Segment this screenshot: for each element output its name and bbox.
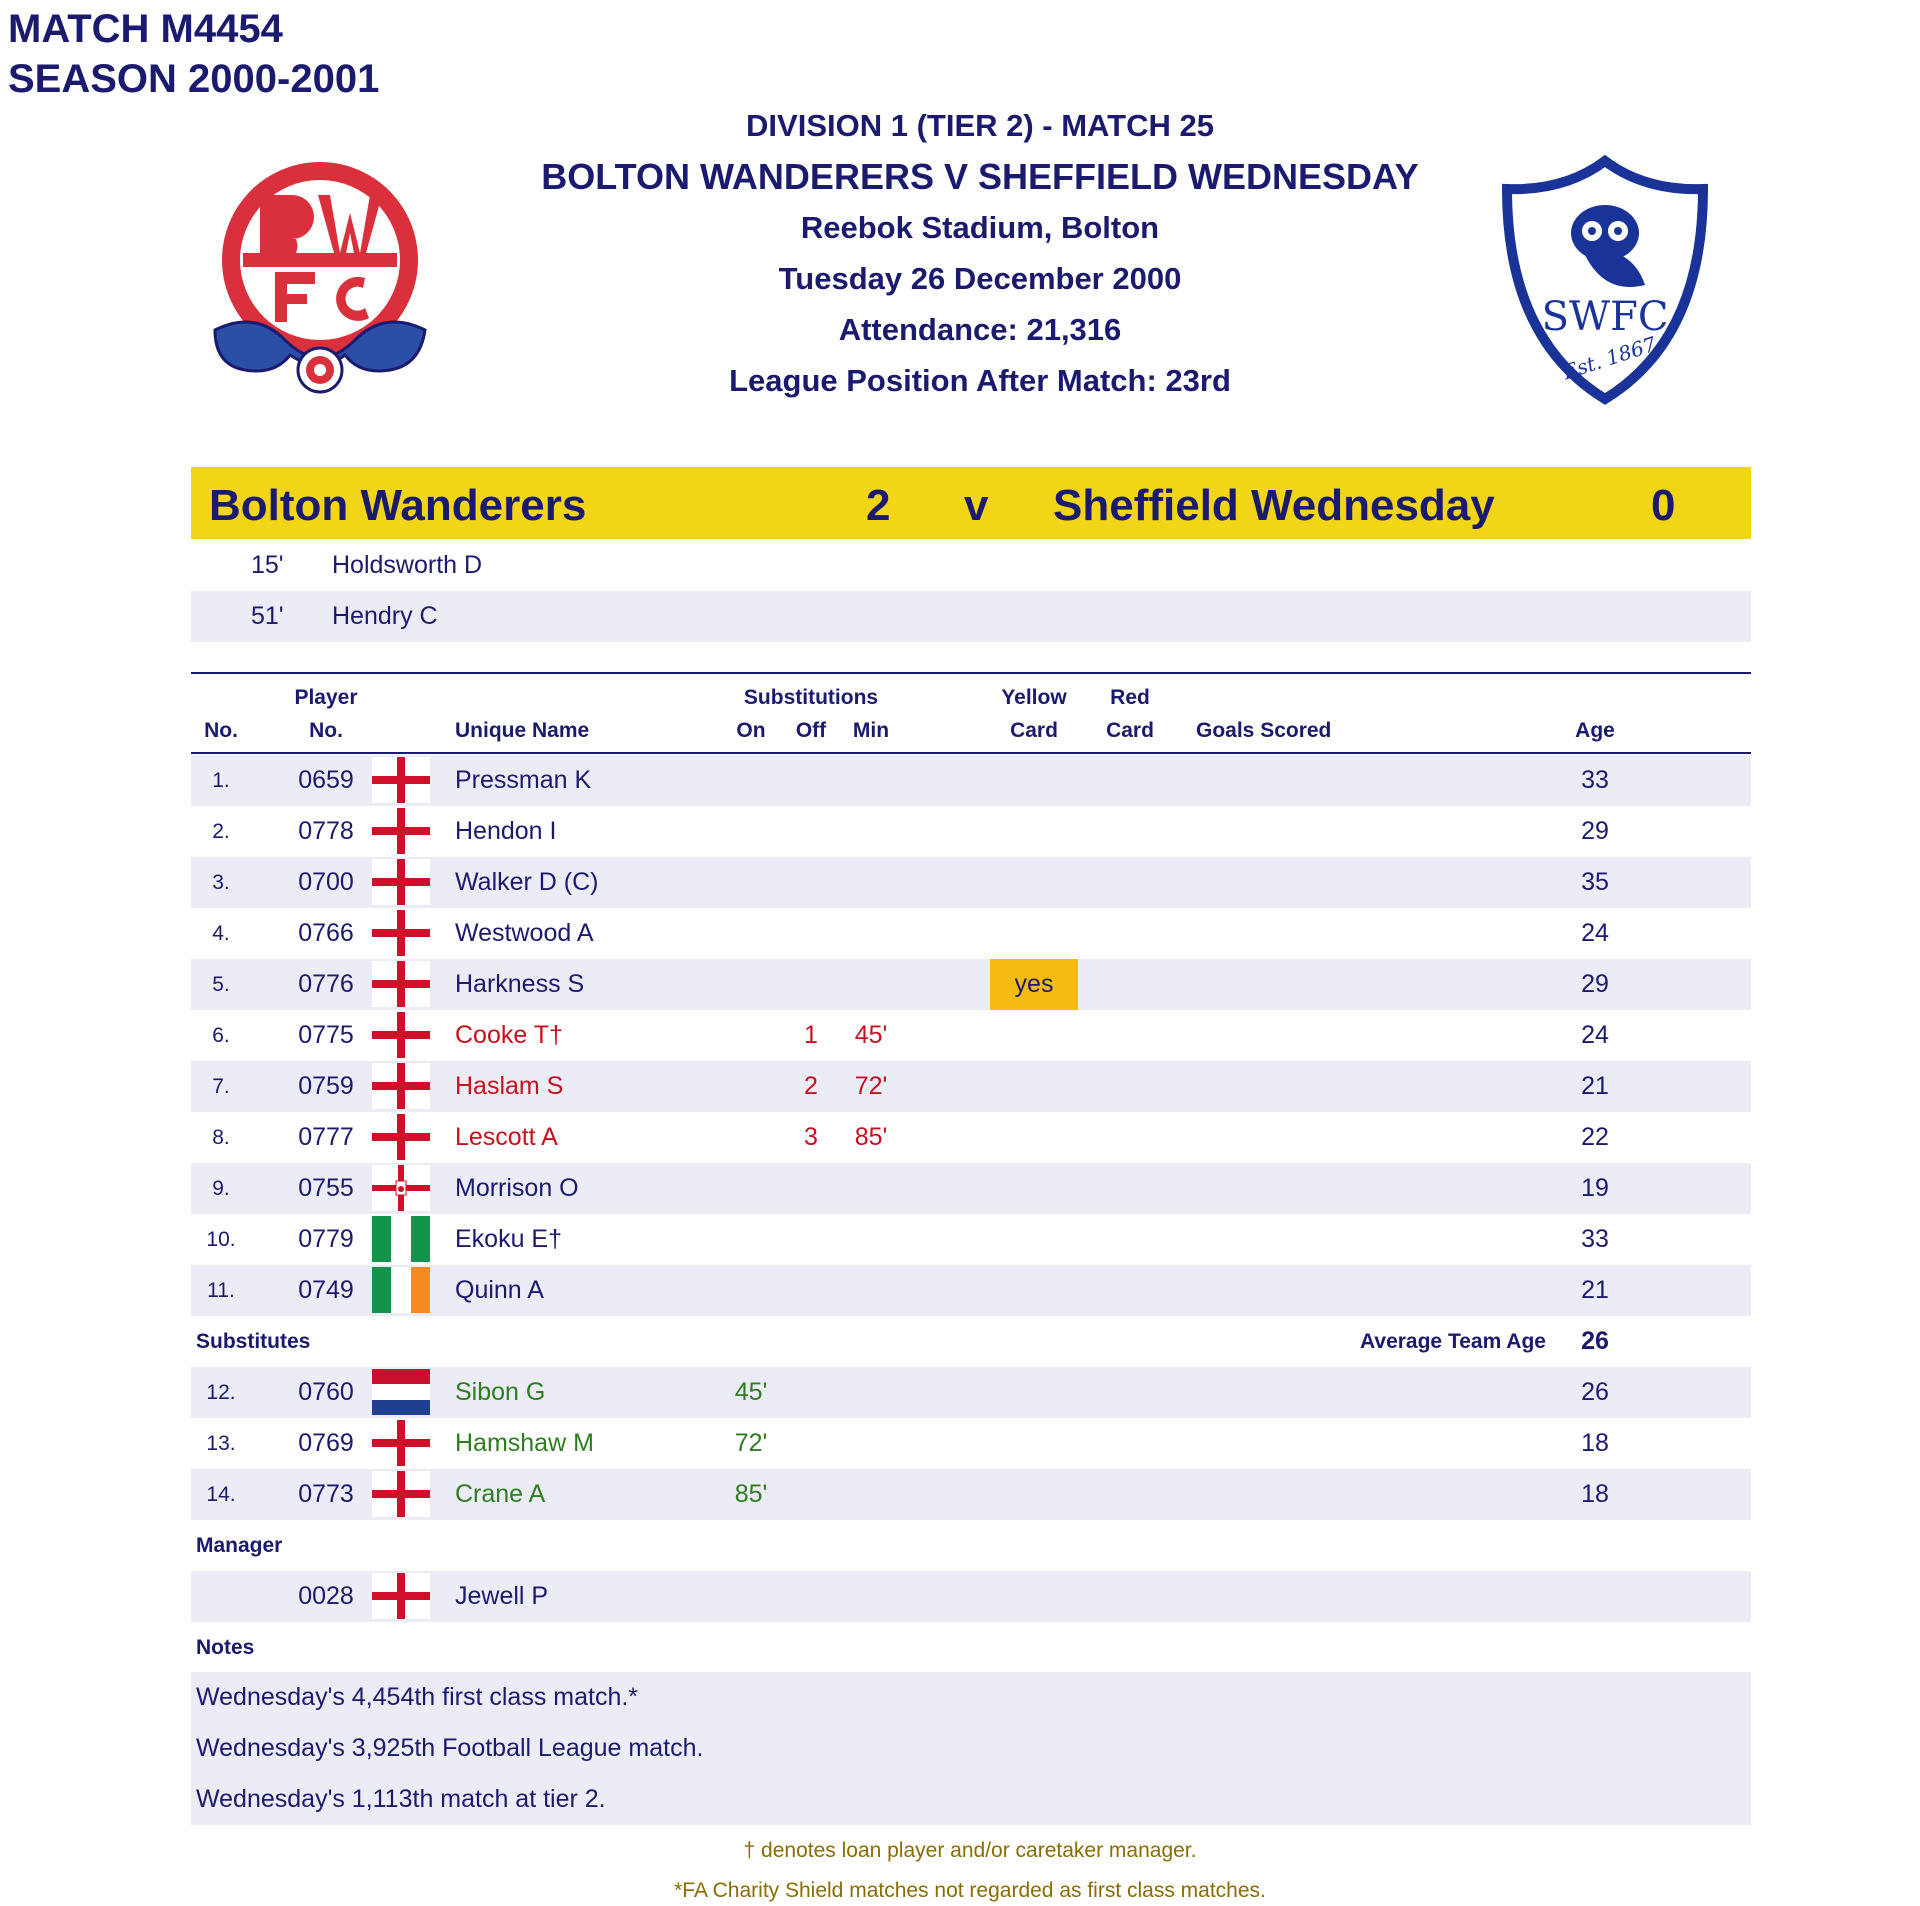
- player-number: 0700: [298, 868, 354, 896]
- player-name: Walker D (C): [455, 868, 599, 896]
- competition-label: DIVISION 1 (TIER 2) - MATCH 25: [746, 108, 1214, 143]
- row-number: 1.: [212, 769, 230, 792]
- versus-label: v: [964, 481, 989, 530]
- table-row: [191, 1010, 1751, 1061]
- player-age: 21: [1581, 1072, 1609, 1100]
- row-number: 14.: [206, 1483, 236, 1506]
- col-no: No.: [204, 719, 238, 742]
- player-age: 33: [1581, 766, 1609, 794]
- manager-row: [191, 1571, 1751, 1622]
- table-row: [191, 1265, 1751, 1316]
- table-row: [191, 1367, 1751, 1418]
- average-age-label: Average Team Age: [1360, 1330, 1546, 1353]
- col-yellow-card: Card: [1010, 719, 1058, 742]
- player-age: 21: [1581, 1276, 1609, 1304]
- player-age: 19: [1581, 1174, 1609, 1202]
- col-yellow: Yellow: [1001, 686, 1067, 709]
- row-number: 12.: [206, 1381, 236, 1404]
- col-age: Age: [1575, 719, 1615, 742]
- sub-off-minute: 72': [854, 1072, 888, 1100]
- sub-off-order: 2: [804, 1072, 818, 1100]
- goal-row: [191, 540, 1751, 591]
- player-name: Cooke T†: [455, 1021, 563, 1049]
- manager-label: Manager: [196, 1534, 283, 1557]
- sub-on-minute: 85': [734, 1480, 768, 1508]
- england-flag-icon: [372, 1063, 430, 1109]
- player-number: 0749: [298, 1276, 354, 1304]
- england-flag-icon: [372, 1471, 430, 1517]
- swfc-crest-est: Est. 1867: [1559, 331, 1659, 385]
- player-name: Westwood A: [455, 919, 594, 947]
- sub-on-minute: 72': [734, 1429, 768, 1457]
- row-number: 2.: [212, 820, 230, 843]
- england-flag-icon: [372, 1114, 430, 1160]
- sub-on-minute: 45': [734, 1378, 768, 1406]
- player-number: 0659: [298, 766, 354, 794]
- yellow-card-badge: yes: [990, 959, 1078, 1010]
- player-age: 29: [1581, 817, 1609, 845]
- player-age: 18: [1581, 1429, 1609, 1457]
- fixture-title: BOLTON WANDERERS V SHEFFIELD WEDNESDAY: [541, 156, 1419, 197]
- player-age: 22: [1581, 1123, 1609, 1151]
- table-row: [191, 1214, 1751, 1265]
- northern-ireland-flag-icon: [372, 1165, 430, 1211]
- england-flag-icon: [372, 808, 430, 854]
- sub-off-minute: 85': [854, 1123, 888, 1151]
- table-row: [191, 857, 1751, 908]
- player-number: 0773: [298, 1480, 354, 1508]
- home-goals: 2: [866, 481, 891, 530]
- table-row: [191, 755, 1751, 806]
- col-player: Player: [294, 686, 358, 709]
- row-number: 5.: [212, 973, 230, 996]
- table-row: [191, 1061, 1751, 1112]
- player-age: 26: [1581, 1378, 1609, 1406]
- note-line: Wednesday's 1,113th match at tier 2.: [196, 1785, 606, 1813]
- player-name: Morrison O: [455, 1174, 579, 1202]
- player-name: Quinn A: [455, 1276, 544, 1304]
- player-number: 0769: [298, 1429, 354, 1457]
- venue-label: Reebok Stadium, Bolton: [800, 210, 1160, 245]
- player-number: 0776: [298, 970, 354, 998]
- date-label: Tuesday 26 December 2000: [778, 261, 1182, 296]
- league-position-label: League Position After Match: 23rd: [729, 363, 1231, 398]
- ireland-flag-icon: [372, 1267, 430, 1313]
- home-team-name: Bolton Wanderers: [209, 481, 587, 530]
- charity-shield-footnote: *FA Charity Shield matches not regarded as first class matches.: [674, 1879, 1266, 1902]
- england-flag-icon: [372, 1012, 430, 1058]
- player-number: 0779: [298, 1225, 354, 1253]
- manager-number: 0028: [298, 1582, 354, 1610]
- swfc-crest-text: SWFC: [1541, 294, 1669, 340]
- england-flag-icon: [372, 1573, 430, 1619]
- attendance-label: Attendance: 21,316: [838, 312, 1122, 347]
- table-row: [191, 1418, 1751, 1469]
- player-age: 18: [1581, 1480, 1609, 1508]
- sub-off-minute: 45': [854, 1021, 888, 1049]
- player-age: 35: [1581, 868, 1609, 896]
- player-age: 24: [1581, 1021, 1609, 1049]
- loan-footnote: † denotes loan player and/or caretaker manager.: [743, 1839, 1197, 1862]
- player-name: Haslam S: [455, 1072, 564, 1100]
- player-age: 33: [1581, 1225, 1609, 1253]
- player-name: Ekoku E†: [455, 1225, 563, 1253]
- player-number: 0759: [298, 1072, 354, 1100]
- col-sub-on: On: [736, 719, 766, 742]
- col-red-card: Card: [1106, 719, 1154, 742]
- row-number: 11.: [207, 1279, 235, 1302]
- player-name: Sibon G: [455, 1378, 546, 1406]
- score-band: [191, 467, 1751, 539]
- table-row: [191, 806, 1751, 857]
- player-number: 0775: [298, 1021, 354, 1049]
- goal-minute: 15': [251, 551, 284, 579]
- col-unique-name: Unique Name: [455, 719, 590, 742]
- substitutes-label: Substitutes: [196, 1330, 311, 1353]
- note-line: Wednesday's 3,925th Football League match.: [196, 1734, 704, 1762]
- col-sub-min: Min: [852, 719, 890, 742]
- player-name: Crane A: [455, 1480, 546, 1508]
- player-number: 0760: [298, 1378, 354, 1406]
- table-row: [191, 1469, 1751, 1520]
- player-name: Hendon I: [455, 817, 557, 845]
- row-number: 3.: [212, 871, 230, 894]
- player-age: 24: [1581, 919, 1609, 947]
- netherlands-flag-icon: [372, 1369, 430, 1415]
- bolton-crest-icon: [205, 150, 435, 410]
- player-number: 0766: [298, 919, 354, 947]
- england-flag-icon: [372, 859, 430, 905]
- notes-label: Notes: [196, 1636, 255, 1659]
- england-flag-icon: [372, 1420, 430, 1466]
- row-number: 6.: [212, 1024, 230, 1047]
- row-number: 9.: [212, 1177, 230, 1200]
- table-header-divider: [191, 752, 1751, 754]
- average-age-value: 26: [1581, 1327, 1609, 1355]
- england-flag-icon: [372, 757, 430, 803]
- manager-name: Jewell P: [455, 1582, 549, 1610]
- goal-scorer: Holdsworth D: [332, 551, 483, 579]
- table-row: [191, 1112, 1751, 1163]
- match-header: [470, 100, 1490, 406]
- col-player-no: No.: [309, 719, 343, 742]
- col-substitutions: Substitutions: [743, 686, 879, 709]
- row-number: 10.: [206, 1228, 236, 1251]
- row-number: 8.: [212, 1126, 230, 1149]
- swfc-crest-icon: [1500, 155, 1710, 405]
- player-number: 0755: [298, 1174, 354, 1202]
- england-flag-icon: [372, 961, 430, 1007]
- goal-minute: 51': [251, 602, 284, 630]
- row-number: 7.: [212, 1075, 230, 1098]
- col-red: Red: [1110, 686, 1150, 709]
- col-goals-scored: Goals Scored: [1196, 719, 1332, 742]
- row-number: 13.: [206, 1432, 236, 1455]
- player-name: Pressman K: [455, 766, 592, 794]
- match-code: MATCH M4454: [8, 7, 283, 51]
- away-goals: 0: [1651, 481, 1676, 530]
- player-age: 29: [1581, 970, 1609, 998]
- sub-off-order: 3: [804, 1123, 818, 1151]
- table-top-divider: [191, 672, 1751, 674]
- player-number: 0778: [298, 817, 354, 845]
- table-row: [191, 1163, 1751, 1214]
- goal-scorer: Hendry C: [332, 602, 438, 630]
- player-name: Lescott A: [455, 1123, 558, 1151]
- player-name: Hamshaw M: [455, 1429, 594, 1457]
- england-flag-icon: [372, 910, 430, 956]
- season-label: SEASON 2000-2001: [8, 57, 380, 101]
- nigeria-flag-icon: [372, 1216, 430, 1262]
- away-team-name: Sheffield Wednesday: [1053, 481, 1495, 530]
- col-sub-off: Off: [795, 719, 827, 742]
- player-number: 0777: [298, 1123, 354, 1151]
- sub-off-order: 1: [804, 1021, 818, 1049]
- goal-row: [191, 591, 1751, 642]
- note-line: Wednesday's 4,454th first class match.*: [196, 1683, 639, 1711]
- table-row: [191, 959, 1751, 1010]
- table-row: [191, 908, 1751, 959]
- row-number: 4.: [212, 922, 230, 945]
- player-name: Harkness S: [455, 970, 585, 998]
